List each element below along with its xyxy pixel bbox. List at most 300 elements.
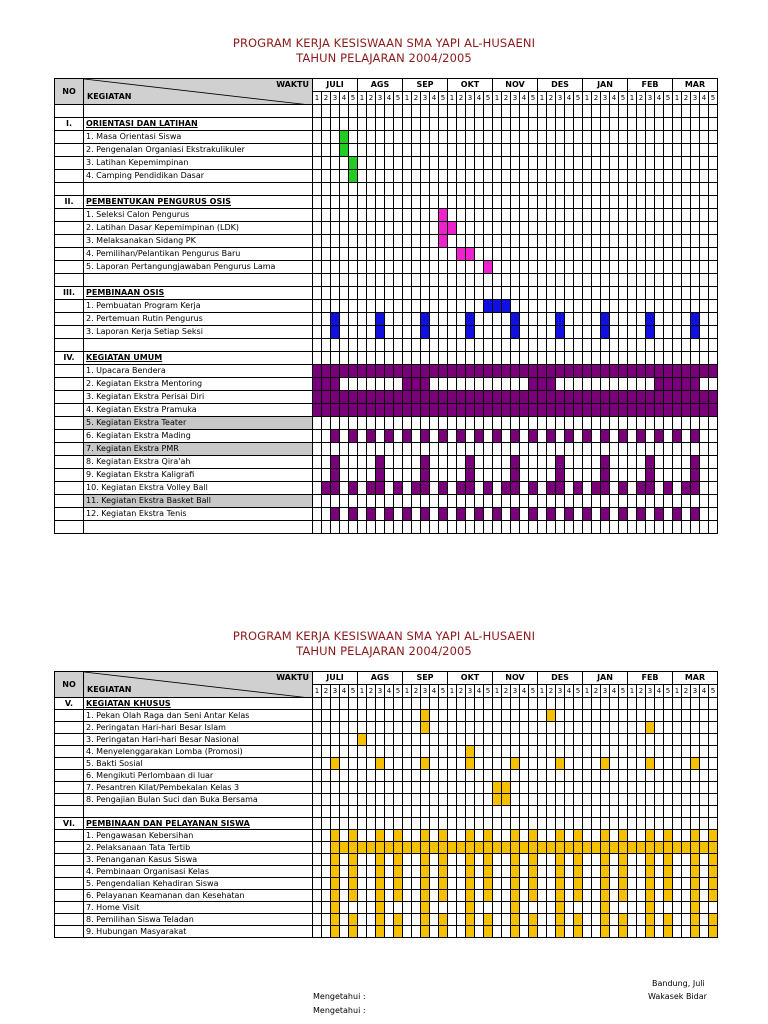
schedule-cell [646,495,655,508]
schedule-cell [673,469,682,482]
activity-row [55,170,718,183]
schedule-cell [556,222,565,235]
schedule-cell [340,417,349,430]
schedule-cell [664,261,673,274]
schedule-cell [664,300,673,313]
schedule-cell [637,758,646,770]
schedule-cell [484,352,493,365]
schedule-cell [520,926,529,938]
schedule-cell [349,313,358,326]
title-line2-sheet2: TAHUN PELAJARAN 2004/2005 [296,644,472,658]
schedule-cell [448,794,457,806]
blank-row [55,806,718,818]
schedule-cell-filled [484,830,493,842]
schedule-cell [592,352,601,365]
schedule-cell [502,890,511,902]
schedule-cell [313,710,322,722]
schedule-cell [394,105,403,118]
schedule-cell [583,261,592,274]
schedule-cell [619,118,628,131]
schedule-cell [628,746,637,758]
schedule-cell-filled [619,866,628,878]
schedule-cell [394,183,403,196]
schedule-cell-filled [331,469,340,482]
schedule-cell [601,698,610,710]
schedule-cell [412,417,421,430]
schedule-cell [340,794,349,806]
schedule-cell [394,782,403,794]
schedule-cell [421,118,430,131]
schedule-cell-filled [583,430,592,443]
row-number: V. [55,698,84,710]
schedule-cell [394,209,403,222]
schedule-cell [448,235,457,248]
schedule-cell [439,456,448,469]
schedule-cell [700,339,709,352]
schedule-cell-filled [646,365,655,378]
month-mar: MAR [673,79,718,92]
schedule-cell [394,521,403,534]
schedule-cell [448,378,457,391]
schedule-cell [376,183,385,196]
schedule-cell [601,105,610,118]
schedule-cell [646,734,655,746]
schedule-cell [340,157,349,170]
schedule-cell [394,326,403,339]
schedule-cell [412,105,421,118]
schedule-cell [376,417,385,430]
schedule-cell [484,443,493,456]
schedule-cell [610,443,619,456]
schedule-cell [475,926,484,938]
schedule-cell-filled [556,391,565,404]
schedule-cell [322,313,331,326]
schedule-cell [628,890,637,902]
schedule-cell [520,866,529,878]
schedule-cell [367,183,376,196]
schedule-cell-filled [421,902,430,914]
schedule-cell [628,818,637,830]
schedule-cell [439,352,448,365]
schedule-cell [457,794,466,806]
schedule-cell [637,261,646,274]
schedule-cell [457,854,466,866]
schedule-cell [340,118,349,131]
schedule-cell [367,794,376,806]
activity-row [55,469,718,482]
schedule-cell-filled [340,131,349,144]
week-number: 3 [376,92,385,105]
schedule-cell [313,300,322,313]
schedule-cell [412,170,421,183]
schedule-cell [313,818,322,830]
schedule-cell [700,131,709,144]
schedule-cell-filled [502,365,511,378]
schedule-cell [628,902,637,914]
schedule-cell [340,890,349,902]
schedule-cell-filled [448,391,457,404]
schedule-cell [358,830,367,842]
schedule-cell-filled [556,866,565,878]
month-nov: NOV [493,672,538,685]
schedule-cell [529,710,538,722]
schedule-cell [493,222,502,235]
schedule-cell [439,710,448,722]
week-number: 3 [511,685,520,698]
schedule-cell-filled [664,365,673,378]
schedule-cell [664,521,673,534]
schedule-cell [331,235,340,248]
row-number: I. [55,118,84,131]
row-number [55,926,84,938]
schedule-cell-filled [574,365,583,378]
schedule-cell [376,235,385,248]
week-number: 5 [349,92,358,105]
schedule-cell [457,196,466,209]
row-number [55,782,84,794]
schedule-cell [520,482,529,495]
schedule-cell [493,890,502,902]
activity-label [84,806,313,818]
schedule-cell [394,806,403,818]
schedule-cell [556,300,565,313]
row-number [55,722,84,734]
schedule-cell [682,222,691,235]
schedule-cell [574,170,583,183]
schedule-cell [556,196,565,209]
section-row [55,818,718,830]
schedule-cell [583,495,592,508]
schedule-cell [655,902,664,914]
schedule-cell [448,261,457,274]
activity-label [84,274,313,287]
schedule-cell-filled [691,404,700,417]
blank-row [55,339,718,352]
schedule-cell [385,417,394,430]
row-number [55,326,84,339]
schedule-cell [610,170,619,183]
schedule-cell [331,209,340,222]
schedule-cell [385,222,394,235]
schedule-cell [493,806,502,818]
schedule-cell [664,287,673,300]
schedule-cell [610,482,619,495]
schedule-cell [322,131,331,144]
schedule-cell [430,508,439,521]
schedule-cell-filled [457,482,466,495]
week-number: 1 [313,92,322,105]
schedule-cell-filled [349,482,358,495]
schedule-cell-filled [601,758,610,770]
schedule-cell [403,300,412,313]
schedule-cell [475,456,484,469]
schedule-cell [691,131,700,144]
schedule-cell [403,209,412,222]
schedule-cell [403,248,412,261]
schedule-cell [655,818,664,830]
schedule-cell [610,698,619,710]
activity-row [55,443,718,456]
schedule-cell [610,914,619,926]
schedule-cell [700,378,709,391]
activity-row [55,131,718,144]
schedule-cell-filled [709,842,718,854]
schedule-cell [700,758,709,770]
schedule-cell [439,287,448,300]
schedule-cell [385,287,394,300]
schedule-cell-filled [430,365,439,378]
schedule-cell [529,261,538,274]
row-number [55,710,84,722]
schedule-cell [385,105,394,118]
week-number: 3 [691,685,700,698]
schedule-cell-filled [619,914,628,926]
schedule-cell-filled [412,482,421,495]
schedule-cell [466,521,475,534]
schedule-cell [610,890,619,902]
schedule-cell [376,196,385,209]
schedule-cell [646,131,655,144]
schedule-cell [385,878,394,890]
schedule-cell [520,118,529,131]
schedule-cell [619,352,628,365]
schedule-cell [529,313,538,326]
row-number [55,209,84,222]
schedule-cell-filled [601,830,610,842]
schedule-cell [475,758,484,770]
schedule-cell [547,914,556,926]
schedule-cell [700,144,709,157]
schedule-cell-filled [511,830,520,842]
schedule-cell-filled [475,404,484,417]
schedule-cell [385,339,394,352]
schedule-cell [709,818,718,830]
schedule-cell [349,722,358,734]
schedule-cell [646,746,655,758]
schedule-cell [565,495,574,508]
schedule-cell [457,698,466,710]
schedule-cell [547,170,556,183]
schedule-cell [439,734,448,746]
schedule-cell [448,209,457,222]
schedule-cell [493,521,502,534]
schedule-cell [664,339,673,352]
schedule-cell-filled [439,482,448,495]
schedule-cell [448,430,457,443]
schedule-cell [664,326,673,339]
activity-row [55,378,718,391]
schedule-cell [610,313,619,326]
week-number: 2 [502,92,511,105]
schedule-cell-filled [493,508,502,521]
schedule-cell [601,770,610,782]
week-number: 5 [349,685,358,698]
row-number [55,248,84,261]
schedule-cell [475,131,484,144]
schedule-cell [682,261,691,274]
schedule-cell [700,222,709,235]
schedule-cell [628,806,637,818]
schedule-cell [709,118,718,131]
schedule-cell-filled [340,404,349,417]
schedule-cell [349,144,358,157]
schedule-cell [610,456,619,469]
schedule-cell [592,758,601,770]
header-waktu-kegiatan [84,672,313,698]
schedule-cell-filled [475,508,484,521]
schedule-cell [673,300,682,313]
schedule-cell [610,287,619,300]
schedule-cell [313,794,322,806]
schedule-cell-filled [376,830,385,842]
schedule-cell [493,235,502,248]
schedule-cell [349,443,358,456]
schedule-cell [520,248,529,261]
schedule-cell [601,806,610,818]
schedule-cell [700,890,709,902]
schedule-cell [637,235,646,248]
schedule-cell-filled [493,842,502,854]
schedule-cell [700,482,709,495]
schedule-cell [430,482,439,495]
schedule-cell [340,430,349,443]
schedule-cell [565,274,574,287]
schedule-cell [682,235,691,248]
schedule-cell [403,698,412,710]
schedule-cell [484,248,493,261]
schedule-cell-filled [682,842,691,854]
schedule-cell [385,274,394,287]
schedule-cell [313,508,322,521]
schedule-cell [547,698,556,710]
schedule-cell [637,734,646,746]
schedule-cell [637,746,646,758]
schedule-cell-filled [439,508,448,521]
schedule-cell [529,274,538,287]
schedule-cell-filled [457,430,466,443]
activity-row [55,365,718,378]
schedule-cell-filled [529,378,538,391]
schedule-cell [511,818,520,830]
schedule-cell [556,521,565,534]
schedule-cell [673,482,682,495]
schedule-cell [358,196,367,209]
schedule-cell [565,710,574,722]
schedule-cell [520,854,529,866]
row-number [55,131,84,144]
schedule-cell [484,456,493,469]
week-number: 1 [538,92,547,105]
schedule-cell [547,902,556,914]
schedule-cell-filled [448,365,457,378]
activity-row [55,144,718,157]
schedule-cell [367,782,376,794]
schedule-cell [349,209,358,222]
schedule-cell [583,300,592,313]
schedule-cell [340,746,349,758]
row-number [55,391,84,404]
schedule-cell [331,782,340,794]
schedule-cell [709,183,718,196]
schedule-cell-filled [439,430,448,443]
schedule-cell [520,734,529,746]
schedule-cell [421,287,430,300]
schedule-cell [556,378,565,391]
schedule-cell [646,417,655,430]
schedule-cell [358,854,367,866]
schedule-cell [457,183,466,196]
schedule-cell [484,222,493,235]
schedule-cell-filled [529,926,538,938]
schedule-cell [610,118,619,131]
schedule-cell [691,144,700,157]
schedule-cell [313,806,322,818]
schedule-cell-filled [322,404,331,417]
schedule-cell [313,830,322,842]
schedule-cell [313,902,322,914]
schedule-cell [502,170,511,183]
schedule-cell [691,770,700,782]
schedule-cell-filled [709,404,718,417]
schedule-cell [358,144,367,157]
schedule-cell [439,902,448,914]
schedule-cell [592,698,601,710]
schedule-cell [466,157,475,170]
schedule-cell [349,261,358,274]
schedule-cell [412,722,421,734]
schedule-table-2 [54,671,718,938]
week-number: 5 [439,685,448,698]
schedule-cell-filled [601,866,610,878]
schedule-cell [412,157,421,170]
schedule-cell [412,914,421,926]
title-line1-sheet1: PROGRAM KERJA KESISWAAN SMA YAPI AL-HUSAENI [232,36,536,50]
schedule-cell [394,274,403,287]
activity-label [84,183,313,196]
schedule-cell-filled [448,222,457,235]
schedule-cell [430,183,439,196]
schedule-cell-filled [466,890,475,902]
schedule-cell [583,830,592,842]
schedule-cell [448,734,457,746]
schedule-cell [565,300,574,313]
schedule-cell-filled [439,391,448,404]
schedule-cell-filled [619,926,628,938]
schedule-cell [484,118,493,131]
row-number [55,235,84,248]
schedule-cell-filled [682,404,691,417]
schedule-cell [430,495,439,508]
schedule-cell [637,902,646,914]
schedule-cell-filled [700,842,709,854]
schedule-cell [610,878,619,890]
schedule-cell [322,508,331,521]
schedule-cell [646,352,655,365]
header-waktu: WAKTU [276,673,309,682]
schedule-cell [574,469,583,482]
schedule-cell-filled [448,404,457,417]
schedule-cell [538,170,547,183]
schedule-cell [538,144,547,157]
schedule-cell [556,430,565,443]
month-jan: JAN [583,672,628,685]
week-number: 2 [592,92,601,105]
schedule-cell [466,339,475,352]
schedule-cell [700,521,709,534]
schedule-cell-filled [664,391,673,404]
schedule-cell [466,806,475,818]
schedule-cell [349,131,358,144]
